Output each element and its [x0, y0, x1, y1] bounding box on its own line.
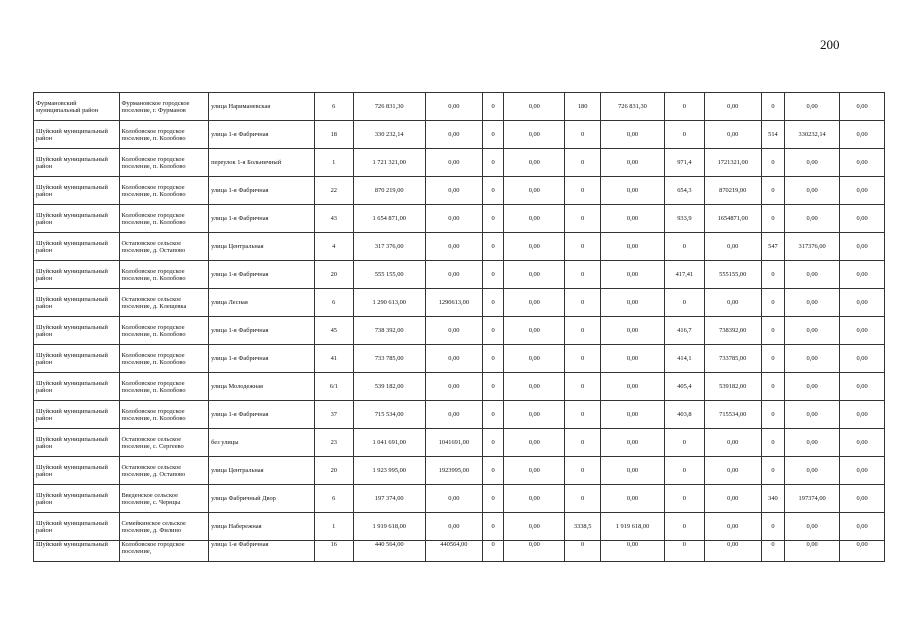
cell-area-col-13: 0 — [761, 373, 784, 401]
cell-area-col-13: 0 — [761, 345, 784, 373]
cell-col-9: 0 — [565, 261, 601, 289]
cell-cost-col-12: 733785,00 — [704, 345, 761, 373]
cell-district: Шуйский муниципальный район — [34, 177, 120, 205]
cell-area-col-13: 0 — [761, 177, 784, 205]
cell-col-7: 0 — [482, 233, 503, 261]
cell-district: Шуйский муниципальный район — [34, 261, 120, 289]
cell-col-7: 0 — [482, 513, 503, 541]
cell-area-col-11: 0 — [665, 289, 705, 317]
table-row — [34, 233, 885, 261]
cell-cost-col-14: 0,00 — [785, 429, 840, 457]
cell-cost-col-8: 0,00 — [504, 485, 565, 513]
cell-street: улица 1-я Фабричная — [209, 401, 315, 429]
cell-cost-col-10: 0,00 — [600, 205, 664, 233]
cell-cost-col-12: 0,00 — [704, 289, 761, 317]
table-row — [34, 541, 885, 562]
cell-cost-col-6: 0,00 — [425, 233, 482, 261]
cell-cost-col-6: 0,00 — [425, 261, 482, 289]
cell-settlement: Колобовское городское поселение, п. Колобово — [119, 177, 209, 205]
cell-area-col-11: 0 — [665, 485, 705, 513]
cell-house-number: 45 — [314, 317, 353, 345]
cell-col-9: 0 — [565, 205, 601, 233]
cell-cost-col-15: 0,00 — [840, 93, 885, 121]
cell-cost-col-8: 0,00 — [504, 457, 565, 485]
cell-cost-col-14: 0,00 — [785, 149, 840, 177]
cell-cost-col-6: 0,00 — [425, 149, 482, 177]
cell-cost-col-6: 0,00 — [425, 205, 482, 233]
cell-cost-col-10: 0,00 — [600, 429, 664, 457]
cell-area-col-11: 405,4 — [665, 373, 705, 401]
cell-house-number: 18 — [314, 121, 353, 149]
cell-district: Шуйский муниципальный район — [34, 317, 120, 345]
cell-cost-col-6: 0,00 — [425, 177, 482, 205]
cell-district: Шуйский муниципальный район — [34, 205, 120, 233]
table-row — [34, 373, 885, 401]
cell-total-cost: 738 392,00 — [353, 317, 425, 345]
table-row — [34, 345, 885, 373]
cell-cost-col-15: 0,00 — [840, 345, 885, 373]
cell-cost-col-15: 0,00 — [840, 373, 885, 401]
cell-cost-col-12: 738392,00 — [704, 317, 761, 345]
cell-cost-col-6: 0,00 — [425, 93, 482, 121]
cell-house-number: 1 — [314, 149, 353, 177]
cell-area-col-13: 0 — [761, 93, 784, 121]
cell-cost-col-12: 1721321,00 — [704, 149, 761, 177]
cell-col-7: 0 — [482, 317, 503, 345]
page-number: 200 — [820, 37, 840, 52]
cell-house-number: 43 — [314, 205, 353, 233]
cell-col-9: 0 — [565, 121, 601, 149]
cell-street: улица 1-я Фабричная — [209, 261, 315, 289]
table-row — [34, 93, 885, 121]
cell-cost-col-15: 0,00 — [840, 261, 885, 289]
cell-cost-col-8: 0,00 — [504, 513, 565, 541]
cell-cost-col-10: 0,00 — [600, 457, 664, 485]
cell-settlement: Колобовское городское поселение, п. Колобово — [119, 317, 209, 345]
cell-street: улица Центральная — [209, 233, 315, 261]
cell-cost-col-15: 0,00 — [840, 289, 885, 317]
cell-street: без улицы — [209, 429, 315, 457]
cell-cost-col-15: 0,00 — [840, 513, 885, 541]
cell-street: улица 1-я Фабричная — [209, 345, 315, 373]
cell-total-cost: 330 232,14 — [353, 121, 425, 149]
cell-total-cost: 555 155,00 — [353, 261, 425, 289]
cell-cost-col-12: 0,00 — [704, 121, 761, 149]
cell-cost-col-6: 0,00 — [425, 485, 482, 513]
cell-col-9: 0 — [565, 429, 601, 457]
cell-cost-col-10: 1 919 618,00 — [600, 513, 664, 541]
cell-col-7: 0 — [482, 177, 503, 205]
cell-district: Шуйский муниципальный район — [34, 485, 120, 513]
cell-house-number: 1 — [314, 513, 353, 541]
table-row — [34, 261, 885, 289]
cell-col-7: 0 — [482, 345, 503, 373]
cell-cost-col-10: 726 831,30 — [600, 93, 664, 121]
cell-col-7: 0 — [482, 121, 503, 149]
cell-total-cost: 726 831,30 — [353, 93, 425, 121]
cell-street: переулок 1-я Больничный — [209, 149, 315, 177]
cell-area-col-13: 0 — [761, 401, 784, 429]
cell-cost-col-15: 0,00 — [840, 541, 885, 562]
cell-cost-col-8: 0,00 — [504, 205, 565, 233]
cell-cost-col-15: 0,00 — [840, 205, 885, 233]
cell-street: улица Центральная — [209, 457, 315, 485]
cell-col-9: 3338,5 — [565, 513, 601, 541]
cell-street: улица Фабричный Двор — [209, 485, 315, 513]
cell-settlement: Колобовское городское поселение, п. Колобово — [119, 401, 209, 429]
cell-house-number: 16 — [314, 541, 353, 562]
cell-cost-col-12: 0,00 — [704, 429, 761, 457]
cell-area-col-11: 414,1 — [665, 345, 705, 373]
cell-col-9: 0 — [565, 149, 601, 177]
cell-cost-col-6: 1923995,00 — [425, 457, 482, 485]
cell-cost-col-6: 0,00 — [425, 513, 482, 541]
cell-cost-col-12: 870219,00 — [704, 177, 761, 205]
cell-settlement: Остаповское сельское поселение, с. Сергеево — [119, 429, 209, 457]
cell-cost-col-15: 0,00 — [840, 317, 885, 345]
cell-district: Шуйский муниципальный район — [34, 457, 120, 485]
cell-area-col-11: 0 — [665, 121, 705, 149]
cell-cost-col-12: 715534,00 — [704, 401, 761, 429]
cell-street: улица Молодежная — [209, 373, 315, 401]
cell-col-9: 0 — [565, 541, 601, 562]
table-row — [34, 149, 885, 177]
cell-cost-col-14: 197374,00 — [785, 485, 840, 513]
cell-col-9: 0 — [565, 289, 601, 317]
cell-cost-col-10: 0,00 — [600, 401, 664, 429]
cell-cost-col-12: 555155,00 — [704, 261, 761, 289]
cell-cost-col-8: 0,00 — [504, 233, 565, 261]
table-row — [34, 205, 885, 233]
cell-house-number: 6/1 — [314, 373, 353, 401]
cell-house-number: 23 — [314, 429, 353, 457]
cell-cost-col-12: 0,00 — [704, 233, 761, 261]
cell-area-col-11: 933,9 — [665, 205, 705, 233]
cell-area-col-11: 417,41 — [665, 261, 705, 289]
cell-cost-col-8: 0,00 — [504, 289, 565, 317]
cell-settlement: Остаповское сельское поселение, д. Клещевка — [119, 289, 209, 317]
cell-col-9: 0 — [565, 233, 601, 261]
cell-cost-col-15: 0,00 — [840, 149, 885, 177]
cell-cost-col-15: 0,00 — [840, 233, 885, 261]
cell-house-number: 4 — [314, 233, 353, 261]
cell-cost-col-8: 0,00 — [504, 373, 565, 401]
table-row — [34, 457, 885, 485]
cell-cost-col-8: 0,00 — [504, 93, 565, 121]
cell-col-7: 0 — [482, 289, 503, 317]
cell-area-col-13: 514 — [761, 121, 784, 149]
cell-cost-col-14: 0,00 — [785, 261, 840, 289]
cell-total-cost: 440 564,00 — [353, 541, 425, 562]
cell-col-9: 0 — [565, 485, 601, 513]
cell-cost-col-10: 0,00 — [600, 373, 664, 401]
cell-settlement: Остаповское сельское поселение, д. Остапово — [119, 233, 209, 261]
cell-area-col-13: 547 — [761, 233, 784, 261]
cell-settlement: Фурмановское городское поселение, г. Фурманов — [119, 93, 209, 121]
cell-cost-col-6: 1041691,00 — [425, 429, 482, 457]
cell-cost-col-6: 440564,00 — [425, 541, 482, 562]
cell-settlement: Колобовское городское поселение, — [119, 541, 209, 562]
cell-cost-col-10: 0,00 — [600, 233, 664, 261]
cell-cost-col-14: 0,00 — [785, 457, 840, 485]
cell-cost-col-14: 0,00 — [785, 345, 840, 373]
cell-col-7: 0 — [482, 485, 503, 513]
cell-cost-col-8: 0,00 — [504, 345, 565, 373]
table-row — [34, 177, 885, 205]
cell-total-cost: 1 919 618,00 — [353, 513, 425, 541]
cell-house-number: 6 — [314, 485, 353, 513]
cell-total-cost: 197 374,00 — [353, 485, 425, 513]
cell-area-col-13: 0 — [761, 429, 784, 457]
cell-cost-col-6: 0,00 — [425, 373, 482, 401]
cell-total-cost: 1 290 613,00 — [353, 289, 425, 317]
cell-district: Шуйский муниципальный район — [34, 121, 120, 149]
cell-cost-col-8: 0,00 — [504, 541, 565, 562]
cell-district: Шуйский муниципальный район — [34, 233, 120, 261]
cell-col-7: 0 — [482, 457, 503, 485]
cell-total-cost: 539 182,00 — [353, 373, 425, 401]
cell-settlement: Колобовское городское поселение, п. Колобово — [119, 345, 209, 373]
cell-cost-col-14: 0,00 — [785, 513, 840, 541]
table-row — [34, 513, 885, 541]
cell-col-9: 0 — [565, 345, 601, 373]
cell-street: улица Нариманевская — [209, 93, 315, 121]
cell-cost-col-8: 0,00 — [504, 401, 565, 429]
cell-cost-col-12: 0,00 — [704, 485, 761, 513]
cell-col-9: 0 — [565, 401, 601, 429]
cell-cost-col-10: 0,00 — [600, 177, 664, 205]
cell-cost-col-15: 0,00 — [840, 121, 885, 149]
cell-district: Шуйский муниципальный район — [34, 289, 120, 317]
cell-area-col-13: 340 — [761, 485, 784, 513]
cell-area-col-13: 0 — [761, 541, 784, 562]
table-row — [34, 485, 885, 513]
cell-house-number: 6 — [314, 93, 353, 121]
cell-area-col-11: 0 — [665, 93, 705, 121]
cell-cost-col-8: 0,00 — [504, 121, 565, 149]
cell-area-col-13: 0 — [761, 289, 784, 317]
cell-cost-col-10: 0,00 — [600, 317, 664, 345]
cell-cost-col-8: 0,00 — [504, 177, 565, 205]
cell-total-cost: 1 041 691,00 — [353, 429, 425, 457]
table-row — [34, 429, 885, 457]
cell-col-7: 0 — [482, 429, 503, 457]
cell-cost-col-14: 317376,00 — [785, 233, 840, 261]
cell-settlement: Колобовское городское поселение, п. Колобово — [119, 149, 209, 177]
cell-col-7: 0 — [482, 261, 503, 289]
cell-area-col-11: 971,4 — [665, 149, 705, 177]
cell-settlement: Остаповское сельское поселение, д. Остапово — [119, 457, 209, 485]
table-row — [34, 401, 885, 429]
cell-house-number: 20 — [314, 261, 353, 289]
cell-cost-col-15: 0,00 — [840, 177, 885, 205]
cell-total-cost: 733 785,00 — [353, 345, 425, 373]
cell-area-col-11: 0 — [665, 513, 705, 541]
cell-cost-col-6: 1290613,00 — [425, 289, 482, 317]
cell-street: улица 1-я Фабричная — [209, 177, 315, 205]
cell-total-cost: 1 721 321,00 — [353, 149, 425, 177]
data-table — [33, 92, 885, 562]
cell-col-7: 0 — [482, 93, 503, 121]
cell-district: Шуйский муниципальный район — [34, 513, 120, 541]
cell-cost-col-12: 0,00 — [704, 457, 761, 485]
cell-cost-col-8: 0,00 — [504, 149, 565, 177]
cell-total-cost: 870 219,00 — [353, 177, 425, 205]
cell-cost-col-12: 0,00 — [704, 93, 761, 121]
cell-col-7: 0 — [482, 401, 503, 429]
cell-total-cost: 1 923 995,00 — [353, 457, 425, 485]
cell-cost-col-15: 0,00 — [840, 485, 885, 513]
cell-area-col-13: 0 — [761, 317, 784, 345]
cell-house-number: 41 — [314, 345, 353, 373]
cell-cost-col-6: 0,00 — [425, 317, 482, 345]
cell-cost-col-8: 0,00 — [504, 261, 565, 289]
cell-street: улица 1-я Фабричная — [209, 541, 315, 562]
cell-area-col-13: 0 — [761, 457, 784, 485]
cell-total-cost: 317 376,00 — [353, 233, 425, 261]
cell-cost-col-15: 0,00 — [840, 429, 885, 457]
cell-street: улица Лесная — [209, 289, 315, 317]
cell-cost-col-14: 0,00 — [785, 373, 840, 401]
table-row — [34, 289, 885, 317]
cell-district: Шуйский муниципальный — [34, 541, 120, 562]
cell-district: Шуйский муниципальный район — [34, 345, 120, 373]
cell-col-7: 0 — [482, 149, 503, 177]
cell-street: улица 1-я Фабричная — [209, 205, 315, 233]
cell-col-9: 180 — [565, 93, 601, 121]
cell-area-col-13: 0 — [761, 149, 784, 177]
cell-settlement: Семейкинское сельское поселение, д. Филино — [119, 513, 209, 541]
cell-house-number: 22 — [314, 177, 353, 205]
cell-cost-col-15: 0,00 — [840, 457, 885, 485]
cell-col-9: 0 — [565, 317, 601, 345]
cell-settlement: Колобовское городское поселение, п. Колобово — [119, 205, 209, 233]
cell-cost-col-14: 0,00 — [785, 317, 840, 345]
cell-col-9: 0 — [565, 373, 601, 401]
cell-cost-col-10: 0,00 — [600, 541, 664, 562]
cell-cost-col-6: 0,00 — [425, 401, 482, 429]
cell-settlement: Колобовское городское поселение, п. Колобово — [119, 121, 209, 149]
cell-area-col-11: 0 — [665, 541, 705, 562]
cell-settlement: Введенское сельское поселение, с. Чернцы — [119, 485, 209, 513]
cell-cost-col-14: 0,00 — [785, 401, 840, 429]
cell-cost-col-6: 0,00 — [425, 121, 482, 149]
cell-cost-col-12: 1654871,00 — [704, 205, 761, 233]
cell-area-col-11: 403,8 — [665, 401, 705, 429]
cell-cost-col-14: 0,00 — [785, 205, 840, 233]
cell-cost-col-10: 0,00 — [600, 289, 664, 317]
cell-cost-col-14: 330232,14 — [785, 121, 840, 149]
table-body — [34, 93, 885, 562]
cell-district: Шуйский муниципальный район — [34, 373, 120, 401]
cell-cost-col-10: 0,00 — [600, 345, 664, 373]
cell-col-7: 0 — [482, 205, 503, 233]
cell-district: Шуйский муниципальный район — [34, 149, 120, 177]
cell-cost-col-14: 0,00 — [785, 93, 840, 121]
cell-area-col-13: 0 — [761, 261, 784, 289]
cell-cost-col-8: 0,00 — [504, 317, 565, 345]
table-row — [34, 121, 885, 149]
cell-district: Шуйский муниципальный район — [34, 401, 120, 429]
cell-street: улица 1-я Фабричная — [209, 317, 315, 345]
cell-cost-col-12: 0,00 — [704, 541, 761, 562]
cell-cost-col-15: 0,00 — [840, 401, 885, 429]
cell-total-cost: 715 534,00 — [353, 401, 425, 429]
cell-cost-col-10: 0,00 — [600, 121, 664, 149]
cell-district: Шуйский муниципальный район — [34, 429, 120, 457]
cell-area-col-11: 0 — [665, 457, 705, 485]
cell-area-col-11: 654,3 — [665, 177, 705, 205]
cell-settlement: Колобовское городское поселение, п. Колобово — [119, 373, 209, 401]
cell-cost-col-10: 0,00 — [600, 485, 664, 513]
cell-house-number: 6 — [314, 289, 353, 317]
cell-house-number: 20 — [314, 457, 353, 485]
cell-cost-col-10: 0,00 — [600, 261, 664, 289]
cell-cost-col-8: 0,00 — [504, 429, 565, 457]
cell-house-number: 37 — [314, 401, 353, 429]
table-row — [34, 317, 885, 345]
cell-col-9: 0 — [565, 177, 601, 205]
cell-area-col-11: 0 — [665, 233, 705, 261]
cell-cost-col-10: 0,00 — [600, 149, 664, 177]
cell-area-col-11: 0 — [665, 429, 705, 457]
cell-street: улица 1-я Фабричная — [209, 121, 315, 149]
cell-settlement: Колобовское городское поселение, п. Колобово — [119, 261, 209, 289]
cell-col-7: 0 — [482, 541, 503, 562]
cell-cost-col-14: 0,00 — [785, 289, 840, 317]
cell-total-cost: 1 654 871,00 — [353, 205, 425, 233]
cell-district: Фурмановский муниципальный район — [34, 93, 120, 121]
cell-street: улица Набережная — [209, 513, 315, 541]
cell-cost-col-12: 539182,00 — [704, 373, 761, 401]
cell-cost-col-14: 0,00 — [785, 177, 840, 205]
cell-area-col-13: 0 — [761, 513, 784, 541]
cell-col-7: 0 — [482, 373, 503, 401]
cell-cost-col-6: 0,00 — [425, 345, 482, 373]
cell-cost-col-14: 0,00 — [785, 541, 840, 562]
cell-area-col-11: 416,7 — [665, 317, 705, 345]
cell-area-col-13: 0 — [761, 205, 784, 233]
cell-cost-col-12: 0,00 — [704, 513, 761, 541]
cell-col-9: 0 — [565, 457, 601, 485]
